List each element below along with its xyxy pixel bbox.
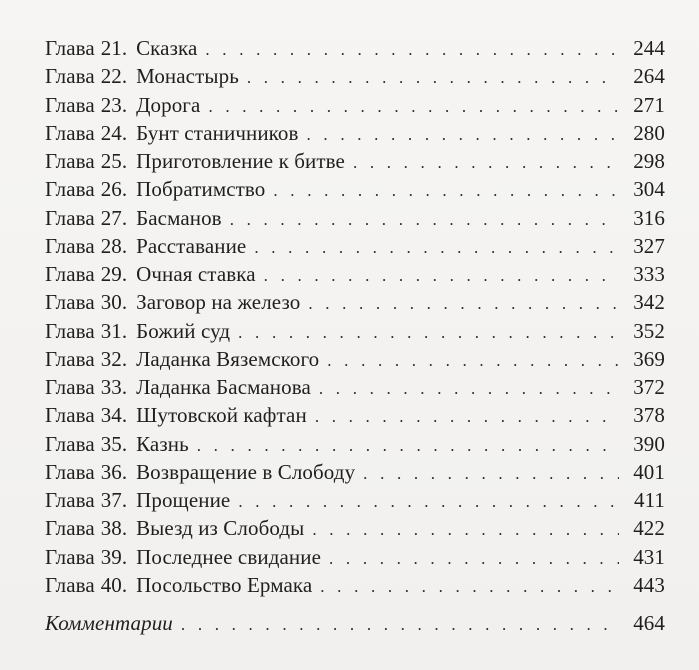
toc-entry-25	[45, 147, 665, 175]
toc-entry-35	[45, 430, 665, 458]
toc-chapter-heading	[45, 345, 319, 373]
chapter-title: Бунт станичников	[136, 120, 299, 145]
page-number: 304	[633, 177, 665, 202]
page-number: 352	[633, 318, 665, 343]
dot-leader	[264, 262, 619, 290]
chapter-title: Ладанка Басманова	[136, 375, 311, 399]
dot-leader	[312, 516, 619, 544]
page-number: 333	[633, 262, 665, 286]
chapter-label: Глава	[45, 290, 95, 315]
dot-leader	[353, 149, 619, 177]
toc-entry-36	[45, 458, 665, 486]
chapter-number: 26.	[100, 177, 128, 202]
toc-chapter-heading	[45, 204, 222, 232]
chapter-title: Заговор на железо	[136, 290, 301, 315]
page-number: 342	[633, 290, 665, 315]
dot-leader	[181, 611, 619, 639]
chapter-number: 28.	[100, 233, 128, 258]
toc-chapter-heading	[45, 401, 307, 429]
chapter-label: Глава	[45, 544, 95, 569]
chapter-number: 29.	[100, 262, 128, 286]
chapter-number: 25.	[100, 149, 128, 173]
toc-chapter-heading	[45, 232, 246, 260]
toc-entry-30	[45, 288, 665, 316]
toc-entry-33	[45, 373, 665, 401]
page-number: 298	[633, 149, 665, 173]
chapter-title: Прощение	[136, 488, 231, 512]
chapter-label: Глава	[45, 92, 95, 117]
chapter-title: Расставание	[136, 233, 247, 258]
chapter-label: Глава	[45, 431, 95, 456]
toc-entry-39	[45, 543, 665, 571]
chapter-label: Глава	[45, 488, 95, 512]
chapter-label: Глава	[45, 36, 95, 60]
dot-leader	[205, 36, 619, 64]
toc-entry-22	[45, 62, 665, 90]
toc-chapter-heading	[45, 430, 189, 458]
chapter-label: Глава	[45, 120, 95, 145]
chapter-number: 23.	[100, 92, 128, 117]
toc-entry-comments	[45, 609, 665, 637]
toc-entry-37	[45, 486, 665, 514]
toc-entry-31	[45, 317, 665, 345]
chapter-label: Глава	[45, 262, 95, 286]
toc-chapter-heading	[45, 514, 304, 542]
chapter-title: Казнь	[136, 431, 189, 456]
page-number: 280	[633, 120, 665, 145]
toc-entry-23	[45, 91, 665, 119]
page-number: 369	[633, 346, 665, 371]
chapter-number: 38.	[100, 516, 128, 541]
dot-leader	[238, 319, 619, 347]
chapter-label: Глава	[45, 459, 95, 484]
table-of-contents	[45, 34, 665, 637]
chapter-label: Глава	[45, 205, 95, 230]
dot-leader	[247, 64, 619, 92]
chapter-label: Глава	[45, 177, 95, 202]
chapter-title: Дорога	[136, 92, 201, 117]
toc-chapter-heading	[45, 571, 312, 599]
toc-entry-34	[45, 401, 665, 429]
chapter-label: Глава	[45, 572, 95, 597]
page-number: 378	[633, 403, 665, 428]
toc-chapter-heading	[45, 62, 239, 90]
toc-entry-24	[45, 119, 665, 147]
toc-entry-38	[45, 514, 665, 542]
chapter-number: 21.	[100, 36, 128, 60]
chapter-title: Посольство Ермака	[136, 572, 313, 597]
chapter-label: Глава	[45, 375, 95, 399]
dot-leader	[230, 206, 619, 234]
toc-entry-27	[45, 204, 665, 232]
dot-leader	[308, 290, 619, 318]
toc-chapter-heading	[45, 175, 265, 203]
dot-leader	[315, 403, 619, 431]
page-number: 431	[633, 544, 665, 569]
toc-chapter-heading	[45, 373, 311, 401]
dot-leader	[307, 121, 619, 149]
chapter-title: Божий суд	[136, 318, 231, 343]
chapter-number: 35.	[100, 431, 128, 456]
chapter-title: Последнее свидание	[136, 544, 322, 569]
toc-chapter-heading	[45, 147, 345, 175]
chapter-title: Ладанка Вяземского	[136, 346, 320, 371]
dot-leader	[363, 460, 619, 488]
page-number: 244	[633, 36, 665, 60]
chapter-number: 32.	[100, 346, 128, 371]
chapter-title: Выезд из Слободы	[136, 516, 305, 541]
chapter-title: Очная ставка	[136, 262, 256, 286]
page-number: 327	[633, 233, 665, 258]
chapter-label: Глава	[45, 233, 95, 258]
toc-entry-32	[45, 345, 665, 373]
toc-entry-26	[45, 175, 665, 203]
chapter-number: 40.	[100, 572, 128, 597]
toc-chapter-heading	[45, 543, 321, 571]
page-number: 390	[633, 431, 665, 456]
toc-chapter-heading	[45, 91, 200, 119]
chapter-title: Возвращение в Слободу	[136, 459, 356, 484]
chapter-number: 24.	[100, 120, 128, 145]
chapter-title: Шутовской кафтан	[136, 403, 307, 428]
toc-chapter-heading	[45, 458, 355, 486]
chapter-number: 39.	[100, 544, 128, 569]
toc-chapter-heading	[45, 486, 230, 514]
chapter-number: 27.	[100, 205, 128, 230]
chapter-title: Побратимство	[136, 177, 266, 202]
page-number: 271	[633, 92, 665, 117]
dot-leader	[329, 545, 619, 573]
toc-chapter-heading	[45, 288, 300, 316]
chapter-number: 33.	[100, 375, 128, 399]
toc-entry-40	[45, 571, 665, 599]
toc-entry-28	[45, 232, 665, 260]
toc-chapter-heading	[45, 317, 230, 345]
page-number: 411	[633, 488, 665, 512]
chapter-title: Приготовление к битве	[136, 149, 345, 173]
toc-chapter-heading	[45, 119, 299, 147]
dot-leader	[238, 488, 619, 516]
toc-chapter-heading	[45, 260, 256, 288]
chapter-number: 22.	[100, 64, 128, 89]
dot-leader	[208, 93, 619, 121]
dot-leader	[319, 375, 619, 403]
dot-leader	[197, 432, 619, 460]
dot-leader	[327, 347, 619, 375]
page-number: 316	[633, 205, 665, 230]
chapter-label: Глава	[45, 516, 95, 541]
chapter-number: 31.	[100, 318, 128, 343]
chapter-label: Глава	[45, 64, 95, 89]
page-number: 264	[633, 64, 665, 89]
page-number: 443	[633, 572, 665, 597]
dot-leader	[254, 234, 619, 262]
toc-chapter-heading	[45, 34, 197, 62]
toc-entry-29	[45, 260, 665, 288]
chapter-label: Глава	[45, 403, 95, 428]
chapter-number: 36.	[100, 459, 128, 484]
chapter-title: Монастырь	[136, 64, 239, 89]
dot-leader	[273, 177, 619, 205]
toc-entry-21	[45, 34, 665, 62]
page-number: 401	[633, 459, 665, 484]
chapter-label: Глава	[45, 318, 95, 343]
page-number: 372	[633, 375, 665, 399]
page-number: 422	[633, 516, 665, 541]
chapter-number: 30.	[100, 290, 128, 315]
chapter-number: 37.	[100, 488, 128, 512]
chapter-title: Басманов	[136, 205, 222, 230]
chapter-label: Глава	[45, 149, 95, 173]
chapter-title: Сказка	[136, 36, 198, 60]
comments-title: Комментарии	[45, 611, 173, 635]
dot-leader	[320, 573, 619, 601]
page-number: 464	[633, 611, 665, 635]
chapter-label: Глава	[45, 346, 95, 371]
chapter-number: 34.	[100, 403, 128, 428]
